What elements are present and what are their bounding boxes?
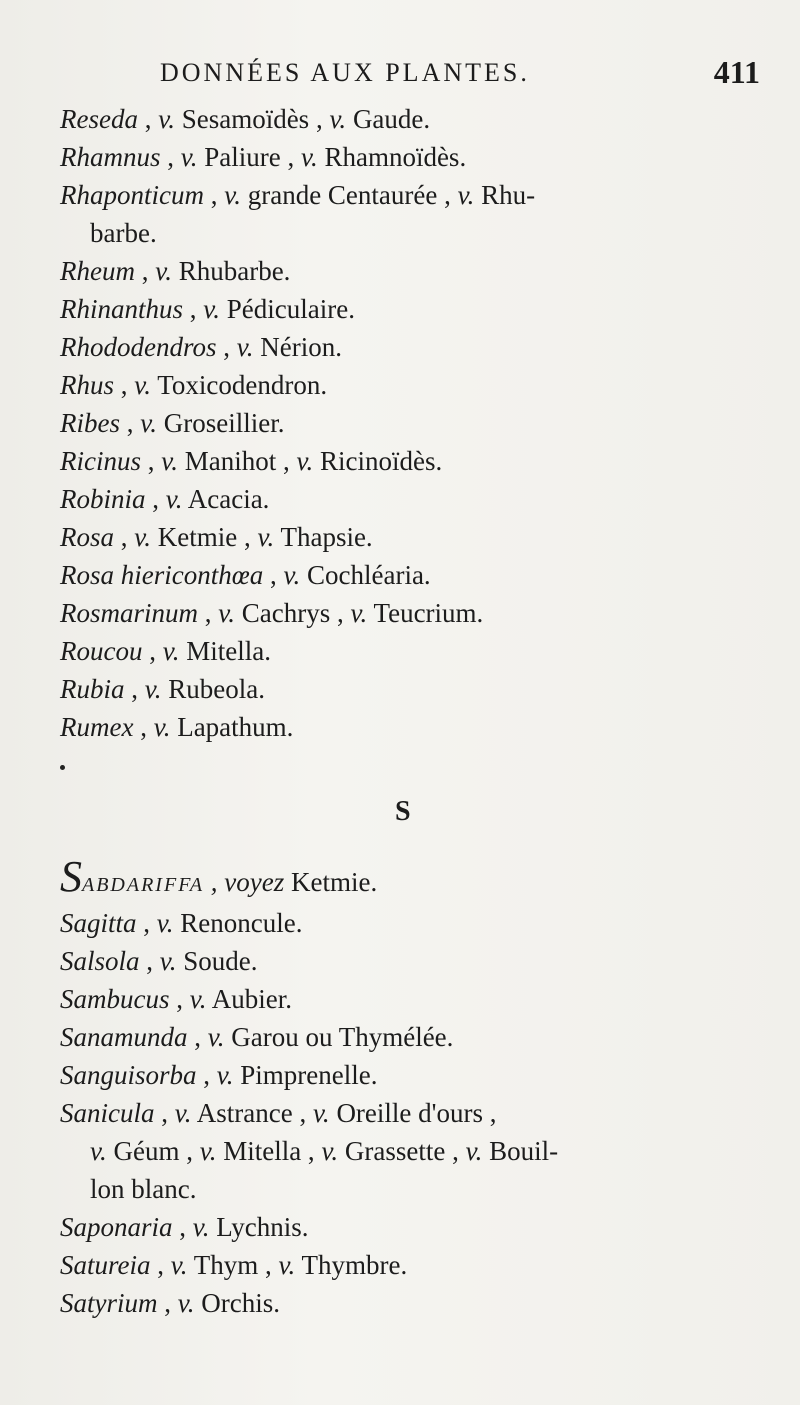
- entry-reference: , v. Paliure , v. Rhamnoïdès.: [160, 142, 467, 172]
- list-item: [60, 404, 760, 442]
- list-item: [60, 670, 760, 708]
- list-item: [60, 1018, 760, 1056]
- entry-term: Rheum: [60, 256, 135, 286]
- entry-reference: , v. Rubeola.: [124, 674, 265, 704]
- entry-continuation: v. Géum , v. Mitella , v. Grassette , v. Bouil-: [90, 1136, 559, 1166]
- entry-reference: , v. grande Centaurée , v. Rhu-: [203, 180, 536, 210]
- entry-term: Rosa: [60, 522, 114, 552]
- entry-reference: , v. Thym , v. Thymbre.: [150, 1250, 408, 1280]
- entry-term: Sagitta: [60, 908, 137, 938]
- entry-term: Satyrium: [60, 1288, 158, 1318]
- list-item: [60, 100, 760, 138]
- entry-reference: , v. Lychnis.: [172, 1212, 309, 1242]
- entry-reference: , v. Garou ou Thymélée.: [187, 1022, 454, 1052]
- list-item: [60, 1056, 760, 1094]
- entry-reference: , v. Ketmie , v. Thapsie.: [114, 522, 373, 552]
- entry-reference: , v. Groseillier.: [120, 408, 285, 438]
- entry-term: Reseda: [60, 104, 138, 134]
- entry-term: Rhamnus: [60, 142, 161, 172]
- list-item: [60, 632, 760, 670]
- entry-term: Ricinus: [60, 446, 141, 476]
- entry-reference: , v. Soude.: [139, 946, 258, 976]
- entry-continuation: barbe.: [90, 218, 157, 248]
- entry-reference: , v. Orchis.: [157, 1288, 280, 1318]
- entry-term: Rosmarinum: [60, 598, 199, 628]
- entry-term: Sambucus: [60, 984, 170, 1014]
- list-item: [60, 708, 760, 746]
- list-item: [60, 1094, 760, 1208]
- entry-reference: , v. Rhubarbe.: [134, 256, 291, 286]
- entry-term: Sanguisorba: [60, 1060, 197, 1090]
- entry-term: Satureia: [60, 1250, 151, 1280]
- list-item: [60, 980, 760, 1018]
- entry-continuation: lon blanc.: [90, 1174, 197, 1204]
- entry-term: Rosa hiericonthœa: [60, 560, 264, 590]
- entry-term: Saponaria: [60, 1212, 173, 1242]
- list-item: [60, 290, 760, 328]
- entry-reference: , v. Cachrys , v. Teucrium.: [198, 598, 484, 628]
- running-title: DONNÉES AUX PLANTES.: [160, 58, 530, 87]
- entry-term: Robinia: [60, 484, 146, 514]
- entry-reference: Ketmie.: [291, 867, 378, 897]
- list-item: [60, 1208, 760, 1246]
- ink-dot: [60, 765, 65, 770]
- entry-reference: , v. Nérion.: [216, 332, 342, 362]
- entry-reference: , v. Renoncule.: [136, 908, 303, 938]
- entry-reference: , v. Acacia.: [145, 484, 270, 514]
- entry-term: Ribes: [60, 408, 120, 438]
- drop-cap: S: [60, 852, 82, 901]
- list-item: [60, 904, 760, 942]
- entry-term: Rhus: [60, 370, 114, 400]
- entry-term: Roucou: [60, 636, 143, 666]
- entry-term: Rhaponticum: [60, 180, 204, 210]
- entry-reference: , v. Sesamoïdès , v. Gaude.: [137, 104, 431, 134]
- entry-reference: , v. Pimprenelle.: [196, 1060, 378, 1090]
- list-item: [60, 556, 760, 594]
- entry-reference: , v. Toxicodendron.: [114, 370, 328, 400]
- entry-reference: , v. Cochléaria.: [263, 560, 431, 590]
- entry-reference: , v. Pédiculaire.: [183, 294, 355, 324]
- page-number: 411: [713, 54, 760, 90]
- entry-term: Sanicula: [60, 1098, 155, 1128]
- list-item: [60, 252, 760, 290]
- list-item: [60, 942, 760, 980]
- entry-reference: , v. Aubier.: [169, 984, 292, 1014]
- entry-reference: , v. Astrance , v. Oreille d'ours ,: [154, 1098, 497, 1128]
- list-item: [60, 176, 760, 252]
- list-item: [60, 518, 760, 556]
- page-header: [160, 54, 760, 94]
- list-item: [60, 594, 760, 632]
- entry-term: Sanamunda: [60, 1022, 188, 1052]
- entry-reference: , v. Manihot , v. Ricinoïdès.: [141, 446, 443, 476]
- section-letter: S: [395, 796, 411, 827]
- list-item: [60, 442, 760, 480]
- entry-term: Rhododendros: [60, 332, 217, 362]
- entry-term: Rubia: [60, 674, 125, 704]
- entry-term: Salsola: [60, 946, 140, 976]
- entries-s-list: [60, 852, 760, 1322]
- list-item: [60, 366, 760, 404]
- list-item: [60, 138, 760, 176]
- list-item: [60, 328, 760, 366]
- voyez-text: , voyez: [204, 867, 292, 897]
- entries-r-list: [60, 100, 760, 746]
- list-item: [60, 852, 760, 904]
- list-item: [60, 480, 760, 518]
- list-item: [60, 1246, 760, 1284]
- entry-term: Rhinanthus: [60, 294, 184, 324]
- entry-term: Rumex: [60, 712, 134, 742]
- list-item: [60, 1284, 760, 1322]
- entry-reference: , v. Mitella.: [142, 636, 271, 666]
- entry-term: ABDARIFFA: [82, 874, 205, 896]
- entry-reference: , v. Lapathum.: [133, 712, 294, 742]
